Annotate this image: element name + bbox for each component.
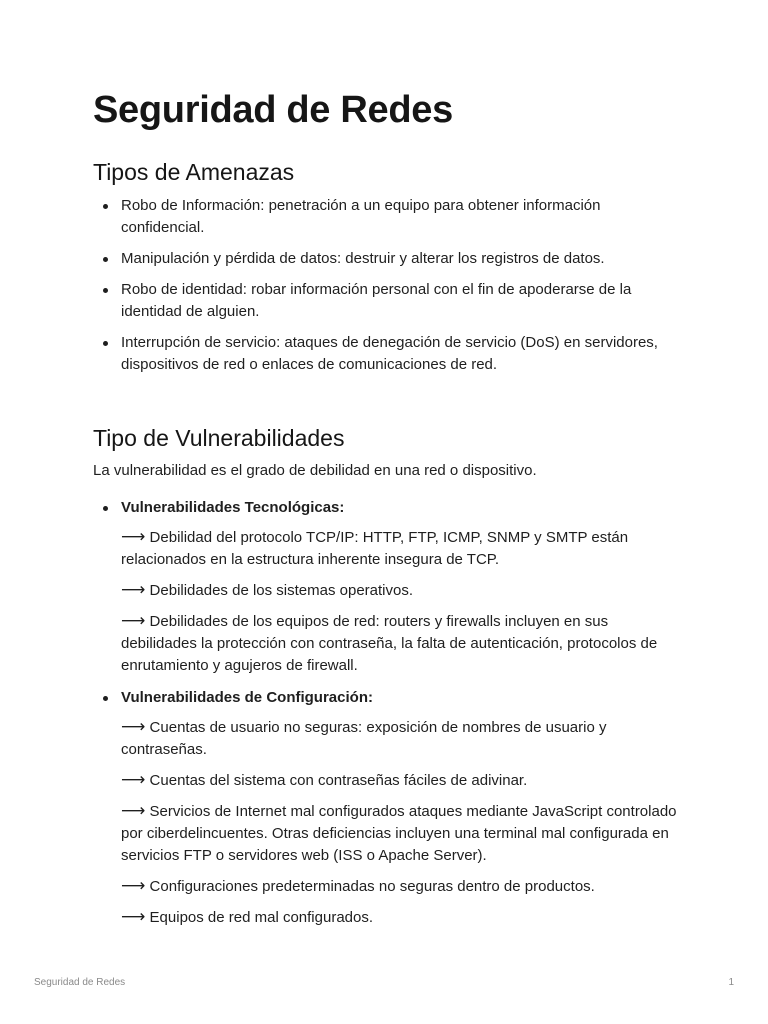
bullet-icon xyxy=(103,696,108,701)
section-heading-amenazas: Tipos de Amenazas xyxy=(93,159,295,185)
group-title: Vulnerabilidades de Configuración: xyxy=(121,689,373,706)
document-page xyxy=(93,88,683,939)
arrow-point: ⟶ Cuentas de usuario no seguras: exposición de nombres de usuario y contraseñas. xyxy=(121,717,607,758)
arrow-point: ⟶ Debilidad del protocolo TCP/IP: HTTP, FTP, ICMP, SNMP y SMTP están relacionados en la estructura inherente insegura de TCP. xyxy=(121,527,629,568)
section-heading-vulnerabilidades: Tipo de Vulnerabilidades xyxy=(93,425,345,451)
page-number: 1 xyxy=(728,977,734,988)
arrow-right-icon: ⟶ xyxy=(121,527,146,546)
list-item: Interrupción de servicio: ataques de denegación de servicio (DoS) en servidores, dispositivos de red o enlaces de comunicaciones de red. xyxy=(93,332,683,376)
bullet-icon xyxy=(103,204,108,209)
arrow-point: ⟶ Cuentas del sistema con contraseñas fáciles de adivinar. xyxy=(121,770,528,789)
bullet-icon xyxy=(103,288,108,293)
threats-list xyxy=(93,195,683,376)
page-title: Seguridad de Redes xyxy=(93,89,453,131)
bullet-icon xyxy=(103,257,108,262)
arrow-point: ⟶ Debilidades de los equipos de red: routers y firewalls incluyen en sus debilidades la protección con contraseña, la falta de autenticación, protocolos de enrutamiento y agujeros de firewall. xyxy=(121,611,658,674)
arrow-right-icon: ⟶ xyxy=(121,770,146,789)
arrow-point: ⟶ Servicios de Internet mal configurados ataques mediante JavaScript controlado por ciberdelincuentes. Otras deficiencias incluyen una terminal mal configurada en servicios FTP o servidores web (ISS o Apache Server). xyxy=(121,801,677,864)
section-intro: La vulnerabilidad es el grado de debilidad en una red o dispositivo. xyxy=(93,462,537,479)
arrow-right-icon: ⟶ xyxy=(121,876,146,895)
group-title: Vulnerabilidades Tecnológicas: xyxy=(121,499,345,516)
arrow-right-icon: ⟶ xyxy=(121,801,146,820)
arrow-right-icon: ⟶ xyxy=(121,580,146,599)
list-item: Robo de Información: penetración a un equipo para obtener información confidencial. xyxy=(93,195,683,239)
bullet-icon xyxy=(103,341,108,346)
list-item xyxy=(93,687,683,929)
list-item: Robo de identidad: robar información personal con el fin de apoderarse de la identidad de alguien. xyxy=(93,279,683,323)
arrow-right-icon: ⟶ xyxy=(121,717,146,736)
arrow-right-icon: ⟶ xyxy=(121,907,146,926)
bullet-icon xyxy=(103,506,108,511)
list-item xyxy=(93,497,683,677)
arrow-point: ⟶ Configuraciones predeterminadas no seguras dentro de productos. xyxy=(121,876,595,895)
list-item: Manipulación y pérdida de datos: destruir y alterar los registros de datos. xyxy=(93,248,683,270)
arrow-point: ⟶ Equipos de red mal configurados. xyxy=(121,907,374,926)
arrow-right-icon: ⟶ xyxy=(121,611,146,630)
footer-title: Seguridad de Redes xyxy=(34,977,126,988)
vulnerabilities-list xyxy=(93,497,683,929)
arrow-point: ⟶ Debilidades de los sistemas operativos. xyxy=(121,580,414,599)
